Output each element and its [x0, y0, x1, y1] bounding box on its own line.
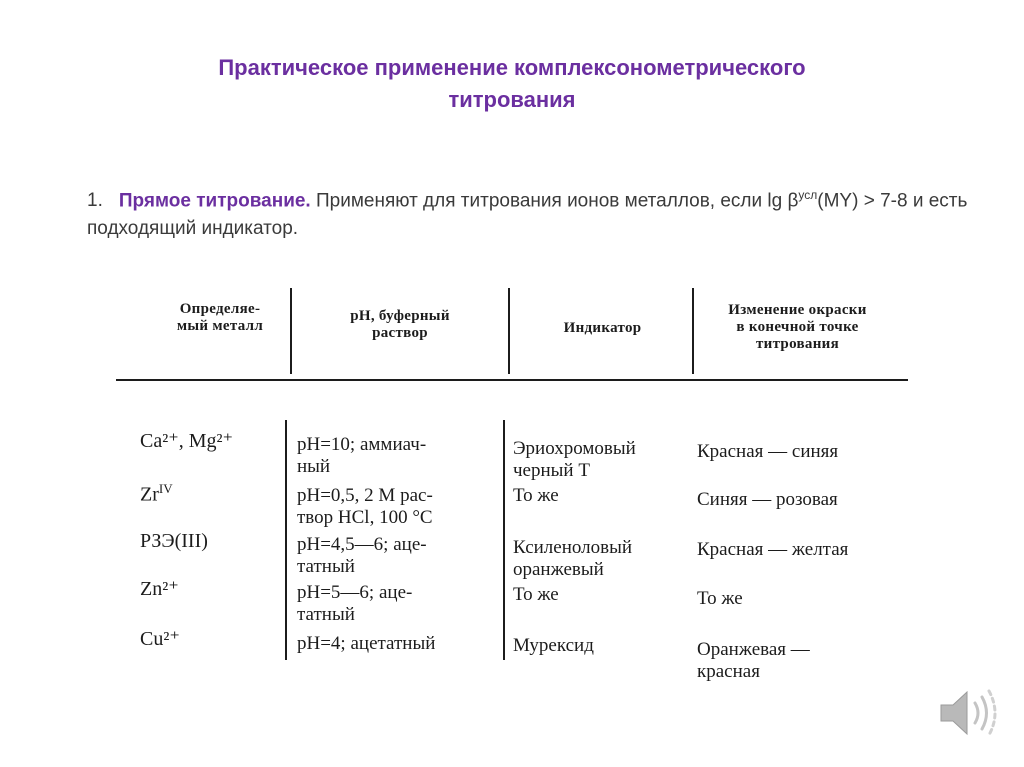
- cell-change-3: Красная — желтая: [697, 539, 849, 560]
- body-divider-2: [503, 420, 505, 660]
- cell-ph-1: [297, 434, 426, 478]
- cell-ph-4-line-2: татный: [297, 604, 355, 625]
- header-ph: [300, 308, 500, 342]
- cell-metal-5: Cu²⁺: [140, 628, 180, 650]
- header-divider-3: [692, 288, 694, 374]
- cell-indicator-3: [513, 537, 632, 581]
- cell-indicator-1-line-1: Эриохромовый: [513, 438, 636, 459]
- term-direct-titration: Прямое титрование.: [118, 190, 311, 212]
- cell-change-2: Синяя — розовая: [697, 489, 838, 510]
- cell-ph-1-line-1: pH=10; аммиач-: [297, 434, 427, 455]
- cell-ph-3-line-2: татный: [297, 556, 355, 577]
- list-number: 1.: [87, 190, 103, 212]
- cell-ph-4-line-1: pH=5—6; аце-: [297, 582, 413, 603]
- cell-indicator-3-line-2: оранжевый: [513, 559, 604, 580]
- cell-change-5-line-1: Оранжевая —: [697, 639, 810, 660]
- cell-metal-3: РЗЭ(III): [140, 530, 208, 552]
- header-change: [695, 302, 900, 353]
- intro-sup: усл: [798, 188, 818, 202]
- header-change-line-3: титрования: [755, 336, 840, 352]
- cell-indicator-1-line-2: черный Т: [513, 460, 590, 481]
- slide-title-line-2: титрования: [448, 87, 576, 112]
- header-indicator: [515, 320, 690, 337]
- header-metal-line-1: Определяе-: [179, 301, 261, 317]
- cell-change-5: [697, 639, 810, 683]
- cell-indicator-3-line-1: Ксиленоловый: [513, 537, 633, 558]
- header-divider-1: [290, 288, 292, 374]
- cell-indicator-4: То же: [513, 584, 559, 605]
- header-divider-2: [508, 288, 510, 374]
- cell-ph-5: pH=4; ацетатный: [297, 633, 436, 654]
- cell-metal-4: Zn²⁺: [140, 578, 179, 600]
- intro-text-2: (MY) > 7-8 и есть подходящий индикатор.: [87, 190, 968, 240]
- cell-change-5-line-2: красная: [697, 661, 760, 682]
- header-change-line-2: в конечной точке: [736, 319, 859, 335]
- cell-ph-1-line-2: ный: [297, 456, 331, 477]
- header-rule: [116, 379, 908, 381]
- cell-indicator-1: [513, 438, 636, 482]
- header-metal: [150, 301, 290, 335]
- header-ph-line-1: pH, буферный: [350, 308, 450, 324]
- cell-metal-2-base: Zr: [140, 483, 159, 506]
- header-indicator-line-1: Индикатор: [563, 320, 642, 336]
- cell-indicator-2: То же: [513, 485, 559, 506]
- cell-metal-2: [140, 478, 173, 506]
- cell-ph-4: [297, 582, 412, 626]
- cell-ph-2: [297, 485, 433, 529]
- cell-ph-2-line-1: pH=0,5, 2 M рас-: [297, 485, 433, 506]
- cell-ph-3-line-1: pH=4,5—6; аце-: [297, 534, 427, 555]
- cell-indicator-5: Мурексид: [513, 635, 594, 656]
- slide-title-line-1: Практическое применение комплексонометрического: [218, 55, 806, 80]
- cell-change-1: Красная — синяя: [697, 441, 839, 462]
- cell-ph-2-line-2: твор HCl, 100 °C: [297, 507, 433, 528]
- header-change-line-1: Изменение окраски: [728, 302, 867, 318]
- cell-metal-2-sup: IV: [158, 481, 173, 496]
- header-metal-line-2: мый металл: [176, 318, 264, 334]
- cell-metal-1: Ca²⁺, Mg²⁺: [140, 430, 234, 452]
- cell-change-4: То же: [697, 588, 743, 609]
- header-ph-line-2: раствор: [372, 325, 428, 341]
- body-divider-1: [285, 420, 287, 660]
- intro-text-1: Применяют для титрования ионов металлов, если lg β: [310, 190, 799, 212]
- cell-ph-3: [297, 534, 427, 578]
- speaker-icon[interactable]: [933, 683, 1003, 743]
